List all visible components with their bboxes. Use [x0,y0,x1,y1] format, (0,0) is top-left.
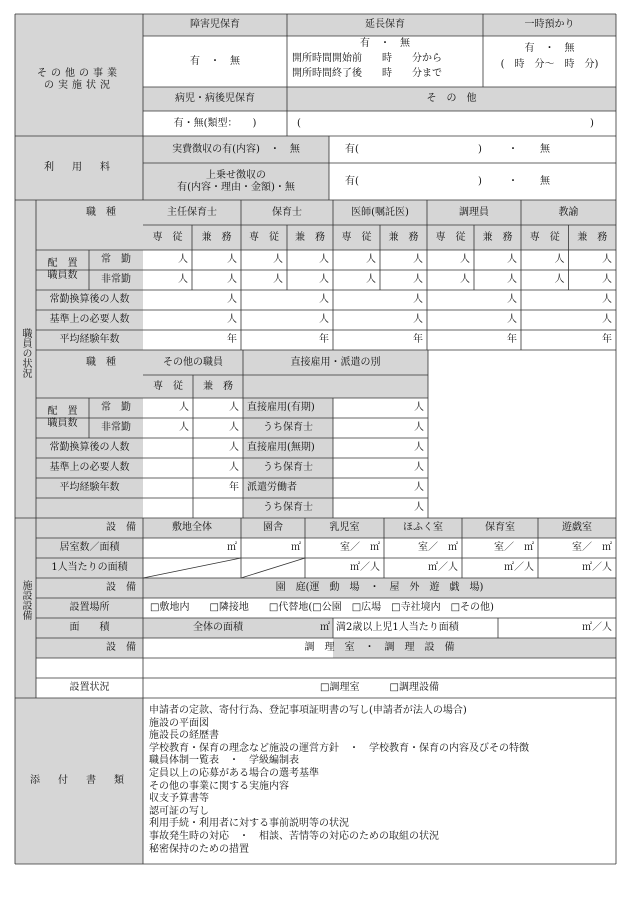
staff-row-label-0: 常勤換算後の人数 [49,294,130,305]
staff2-unit-person: 人 [179,402,189,413]
staff-role-3: 調理員 [459,206,489,218]
staff-unit-person: 人 [602,254,612,265]
employment-row-3: うち保育士 [263,462,313,473]
staff-unit-person: 人 [178,274,188,285]
staff2-nonregular-label: 非常勤 [101,422,131,433]
staff-unit-person: 人 [507,274,517,285]
staff-role-0: 主任保育士 [167,206,217,218]
room-header-2: 乳児室 [329,522,360,533]
staff-unit-person: 人 [602,294,612,305]
fees-row1-close: ) [478,143,482,155]
staff-unit-person: 人 [602,274,612,285]
extended-care-yn: 有 ・ 無 [360,38,410,49]
extended-care-end: 開所時間終了後 時 分まで [292,68,442,79]
total-area-sqm: ㎡ [320,622,330,633]
other-services-title: その他の事業 の実施状況 [37,68,121,91]
staff2-unit-person: 人 [229,402,239,413]
staff-unit-person: 人 [227,274,237,285]
room-header-1: 園舎 [263,522,283,533]
staff-unit-person: 人 [413,274,423,285]
staff-unit-person: 人 [273,254,283,265]
staff-unit-person: 人 [178,254,188,265]
staff-unit-person: 人 [227,254,237,265]
other-staff-part-time: 兼 務 [203,380,233,392]
staff2-job-type-label: 職 種 [86,356,116,368]
na-diagonal-2 [241,558,305,578]
attachment-item: 施設長の経歴書 [149,730,219,742]
staff-full-time-2: 専 従 [341,231,372,243]
fees-row2-dot: ・ [508,175,518,187]
staff-unit-person: 人 [227,314,237,325]
room-header-0: 敷地全体 [172,522,212,533]
staff-unit-year: 年 [602,334,612,345]
room-area-sqm: ㎡ [291,542,301,553]
staff-full-time-3: 専 従 [435,231,466,243]
staff2-unit-person: 人 [229,422,239,433]
area-label: 面 積 [69,622,110,633]
per-person-area-row-label: 1人当たりの面積 [51,562,128,573]
staff2-row-label-0: 常勤換算後の人数 [49,442,130,453]
staff-role-2: 医師(嘱託医) [351,206,409,218]
attachment-item: 職員体制一覧表 ・ 学級編制表 [149,755,299,767]
na-diagonal-1 [143,558,241,578]
staff-row-label-1: 基準上の必要人数 [49,314,130,325]
attachments-label: 添 付 書 類 [30,775,128,786]
sick-child-care-value: 有・無(類型： ) [173,117,257,129]
temporary-care-time: ( 時 分〜 時 分) [500,59,599,70]
staff2-unit-year: 年 [229,482,239,493]
staff2-unit-person: 人 [229,442,239,453]
fees-row1-open: 有( [345,143,359,155]
disabled-care-value: 有 ・ 無 [190,55,240,67]
total-area-label: 全体の面積 [193,622,243,633]
staff-unit-person: 人 [413,254,423,265]
room-area-per-person: ㎡／人 [582,562,612,573]
employment-row-2: 直接雇用(無期) [247,442,315,453]
staff2-regular-label: 常 勤 [101,402,131,413]
attachment-item: 収支予算書等 [149,793,209,805]
attachment-item: 利用手続・利用者に対する事前説明等の状況 [149,818,349,830]
staff-unit-person: 人 [273,274,283,285]
fees-actual-cost-label: 実費徴収の有(内容) ・ 無 [172,143,300,155]
attachment-item: 秘密保持のための措置 [149,843,249,855]
header-extended-care: 延長保育 [365,19,405,30]
header-disabled-care: 障害児保育 [190,19,240,30]
staff-part-time-1: 兼 務 [295,231,325,243]
temporary-care-yn: 有 ・ 無 [524,43,575,54]
staff-unit-person: 人 [602,314,612,325]
staff2-row-label-2: 平均経験年数 [59,482,120,493]
other-value-open: ( [297,117,301,129]
staff-unit-person: 人 [460,254,470,265]
attachment-item: 事故発生時の対応 ・ 相談、苦情等の対応のための取組の状況 [149,831,439,842]
location-label: 設置場所 [69,602,110,613]
staff-nonregular-label: 非常勤 [101,274,131,285]
room-header-5: 遊戯室 [562,522,592,533]
attachment-item: その他の事業に関する実施内容 [149,780,289,792]
staff-regular-label: 常 勤 [101,254,131,265]
employment-unit-person: 人 [414,462,424,473]
employment-unit-person: 人 [414,402,424,413]
room-area-row-label: 居室数／面積 [59,542,120,553]
kitchen-equipment-label: 設 備 [106,642,136,653]
fees-row1-dot: ・ [508,143,518,155]
employment-unit-person: 人 [414,442,424,453]
staff-unit-person: 人 [366,254,376,265]
staff-part-time-0: 兼 務 [201,231,232,243]
employment-header: 直接雇用・派遣の別 [290,356,381,368]
room-header-3: ほふく室 [403,522,443,533]
staff-full-time-0: 専 従 [152,231,183,243]
header-temporary-care: 一時預かり [524,19,575,30]
staff-unit-person: 人 [507,294,517,305]
per-child-area-unit: ㎡／人 [582,622,612,633]
fees-row2-close: ) [478,175,482,187]
fees-extra-charge-label: 上乗せ徴収の 有(内容・理由・金額)・無 [177,169,295,193]
fees-row2-no: 無 [540,175,550,187]
header-other: そ の 他 [426,93,477,104]
attachment-item: 施設の平面図 [149,717,209,729]
room-area-sqm: ㎡ [227,542,237,553]
staff-unit-person: 人 [319,314,329,325]
fees-row2-open: 有( [345,175,359,187]
yard-header: 園 庭(運 動 場 ・ 屋 外 遊 戯 場) [275,582,484,593]
employment-unit-person: 人 [414,502,424,513]
attachment-item: 認可証の写し [149,805,209,817]
room-area-per-person: ㎡／人 [428,562,458,573]
employment-unit-person: 人 [414,482,424,493]
staff-full-time-1: 専 従 [249,231,279,243]
room-count-area: 室／ ㎡ [340,542,380,553]
staff-unit-year: 年 [319,334,329,345]
staff-unit-person: 人 [319,254,329,265]
staff-full-time-4: 専 従 [529,231,560,243]
staff-section-label-text: 職員の状況 [20,328,31,378]
staff2-placement-label: 配 置 職員数 [47,406,78,429]
staff-unit-person: 人 [319,274,329,285]
employment-row-1: うち保育士 [263,422,313,433]
staff-unit-person: 人 [507,314,517,325]
attachment-item: 学校教育・保育の理念など施設の運営方針 ・ 学校教育・保育の内容及びその特徴 [149,742,529,754]
staff-unit-person: 人 [227,294,237,305]
staff-part-time-4: 兼 務 [577,231,608,243]
staff-unit-year: 年 [507,334,517,345]
room-count-area: 室／ ㎡ [572,542,612,553]
per-child-area-label: 満2歳以上児1人当たり面積 [336,622,459,633]
room-header-4: 保育室 [485,522,515,533]
staff-unit-person: 人 [413,314,423,325]
staff-unit-year: 年 [413,334,423,345]
staff2-unit-person: 人 [179,422,189,433]
staff-part-time-2: 兼 務 [388,231,419,243]
employment-unit-person: 人 [414,422,424,433]
room-count-area: 室／ ㎡ [418,542,458,553]
staff-role-1: 保育士 [272,206,302,218]
equipment-label: 設 備 [106,522,136,533]
extended-care-start: 開所時間開始前 時 分から [292,53,442,64]
staff-role-4: 教諭 [558,206,579,218]
install-label: 設置状況 [69,682,110,693]
staff2-unit-person: 人 [229,462,239,473]
other-staff-header: その他の職員 [163,356,223,368]
other-value-close: ) [590,117,594,129]
staff-unit-person: 人 [319,294,329,305]
staff2-row-label-1: 基準上の必要人数 [49,462,130,473]
fees-label: 利 用 料 [44,162,114,173]
staff-unit-year: 年 [227,334,237,345]
staff-unit-person: 人 [507,254,517,265]
room-area-per-person: ㎡／人 [504,562,534,573]
yard-equipment-label: 設 備 [106,582,136,593]
room-area-per-person: ㎡／人 [350,562,380,573]
staff-part-time-3: 兼 務 [482,231,513,243]
staff-unit-person: 人 [460,274,470,285]
room-count-area: 室／ ㎡ [494,542,534,553]
other-staff-full-time: 専 従 [153,380,183,392]
employment-row-0: 直接雇用(有期) [247,402,315,413]
attachment-item: 申請者の定款、寄付行為、登記事項証明書の写し(申請者が法人の場合) [149,705,467,716]
staff-unit-person: 人 [554,254,565,265]
employment-row-4: 派遣労働者 [247,482,297,493]
staff-unit-person: 人 [366,274,376,285]
staff-placement-label: 配 置 職員数 [47,258,78,281]
staff-unit-person: 人 [554,274,565,285]
install-options: □調理室 □調理設備 [320,682,439,693]
header-sick-child-care: 病児・病後児保育 [175,93,255,104]
location-options: □敷地内 □隣接地 □代替地(□公園 □広場 □寺社境内 □その他) [150,602,494,613]
staff-unit-person: 人 [413,294,423,305]
employment-row-5: うち保育士 [263,502,313,513]
staff-job-type-label: 職 種 [86,206,116,218]
attachment-item: 定員以上の応募がある場合の選考基準 [149,768,319,779]
fees-row1-no: 無 [540,143,550,155]
kitchen-header: 調 理 室 ・ 調 理 設 備 [304,642,455,653]
facilities-section-label-text: 施設設備 [20,580,31,620]
staff-row-label-2: 平均経験年数 [59,334,120,345]
